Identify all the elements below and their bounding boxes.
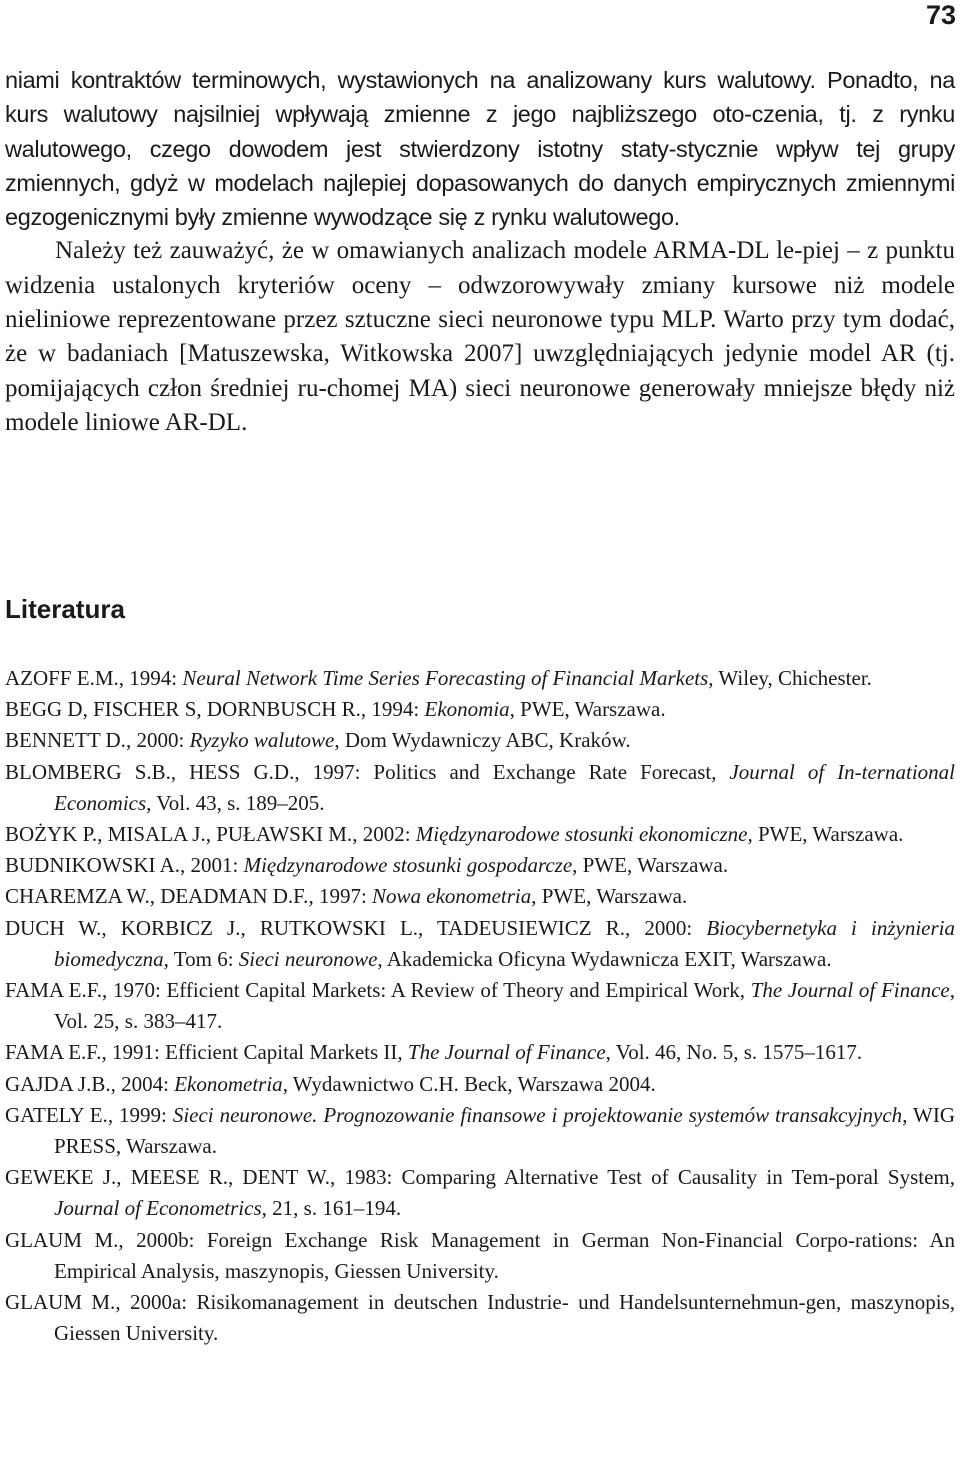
reference-details: , PWE, Warszawa. bbox=[747, 822, 904, 847]
reference-title: Sieci neuronowe bbox=[238, 946, 378, 971]
reference-author: FAMA E.F. bbox=[5, 978, 102, 1003]
reference-details: , PWE, Warszawa. bbox=[572, 853, 729, 878]
section-heading-literatura: Literatura bbox=[5, 594, 125, 624]
paragraph-1: niami kontraktów terminowych, wystawionych na analizowany kurs walutowy. Ponadto, na kurs walutowy najsilniej wpływają zmienne z jego najbliższego oto-czenia, tj. z rynku walutowego, czego dowodem jest stwierdzony istotny staty-stycznie wpływ tej grupy zmiennych, gdyż w modelach najlepiej dopasowanych do danych empirycznych zmiennymi egzogenicznymi były zmienne wywodzące się z rynku walutowego. bbox=[5, 67, 955, 231]
reference-author: GEWEKE J., MEESE R., DENT W. bbox=[5, 1165, 331, 1190]
reference-author: AZOFF E.M. bbox=[5, 666, 119, 690]
reference-author: BUDNIKOWSKI A. bbox=[5, 853, 180, 878]
reference-title: Neural Network Time Series Forecasting of Financial Markets bbox=[182, 666, 709, 690]
reference-item bbox=[5, 757, 955, 819]
reference-details: , 1983: Comparing Alternative Test of Causality in Tem-poral System, bbox=[330, 1165, 955, 1190]
reference-item bbox=[5, 1037, 955, 1068]
reference-item bbox=[5, 725, 955, 756]
reference-details: , Wydawnictwo C.H. Beck, Warszawa 2004. bbox=[282, 1071, 656, 1096]
reference-author: DUCH W., KORBICZ J., RUTKOWSKI L., TADEUSIEWICZ R. bbox=[5, 915, 626, 940]
reference-title: Międzynarodowe stosunki ekonomiczne bbox=[415, 822, 748, 847]
reference-details: , 2001: bbox=[180, 853, 244, 878]
reference-item bbox=[5, 663, 955, 694]
reference-title: Międzynarodowe stosunki gospodarcze bbox=[243, 853, 573, 878]
reference-details: , 1999: bbox=[107, 1102, 173, 1127]
reference-author: GATELY E. bbox=[5, 1102, 108, 1127]
reference-title: Journal of Econometrics bbox=[54, 1196, 262, 1221]
reference-details: , Akademicka Oficyna Wydawnicza EXIT, Warszawa. bbox=[377, 946, 832, 971]
reference-details: , 1997: bbox=[308, 884, 373, 909]
reference-title: The Journal of Finance bbox=[407, 1040, 606, 1065]
reference-title: Biocybernetyka i inżynieria biomedyczna bbox=[54, 915, 955, 971]
reference-details: , 2000: bbox=[125, 728, 190, 753]
reference-details: , 1970: Efficient Capital Markets: A Review of Theory and Empirical Work, bbox=[102, 978, 751, 1003]
reference-author: BENNETT D. bbox=[5, 728, 126, 753]
reference-details: , 2000b: Foreign Exchange Risk Management in German Non-Financial Corpo-rations: An Empirical Analysis, maszynopis, Giessen University. bbox=[54, 1227, 955, 1283]
reference-details: , PWE, Warszawa. bbox=[531, 884, 688, 909]
reference-details: , 2004: bbox=[110, 1071, 175, 1096]
reference-item bbox=[5, 1069, 955, 1100]
reference-author: BLOMBERG S.B., HESS G.D. bbox=[5, 759, 295, 784]
reference-details: , 21, s. 161–194. bbox=[261, 1196, 402, 1221]
reference-item bbox=[5, 1287, 955, 1349]
reference-details: , Vol. 46, No. 5, s. 1575–1617. bbox=[605, 1040, 863, 1065]
reference-item bbox=[5, 1225, 955, 1287]
reference-author: GAJDA J.B. bbox=[5, 1071, 111, 1096]
reference-author: FAMA E.F. bbox=[5, 1040, 102, 1065]
paragraph-2: Należy też zauważyć, że w omawianych analizach modele ARMA-DL le-piej – z punktu widzenia ustalonych kryteriów oceny – odwzorowywały zmiany kursowe niż modele nieliniowe reprezentowane przez sztuczne sieci neuronowe typu MLP. Warto przy tym dodać, że w badaniach [Matuszewska, Witkowska 2007] uwzględniających jedynie model AR (tj. pomijających człon średniej ru-chomej MA) sieci neuronowe generowały mniejsze błędy niż modele liniowe AR-DL. bbox=[5, 237, 955, 436]
body-text bbox=[5, 63, 955, 440]
reference-author: BOŻYK P., MISALA J., PUŁAWSKI M. bbox=[5, 822, 353, 847]
reference-details: , 1991: Efficient Capital Markets II, bbox=[101, 1040, 408, 1065]
reference-item bbox=[5, 819, 955, 850]
reference-details: , Vol. 25, s. 383–417. bbox=[54, 978, 956, 1034]
reference-item bbox=[5, 881, 955, 912]
reference-details: , PWE, Warszawa. bbox=[509, 697, 666, 722]
reference-details: , 1994: bbox=[118, 666, 183, 690]
reference-details: , WIG PRESS, Warszawa. bbox=[54, 1102, 955, 1159]
reference-title: Ryzyko walutowe bbox=[189, 728, 335, 753]
reference-details: , Vol. 43, s. 189–205. bbox=[146, 790, 325, 815]
reference-title: Sieci neuronowe. Prognozowanie finansowe i projektowanie systemów transakcyjnych bbox=[172, 1102, 903, 1127]
reference-details: , Tom 6: bbox=[163, 946, 239, 971]
reference-author: CHAREMZA W., DEADMAN D.F. bbox=[5, 884, 309, 909]
reference-details: , 1997: Politics and Exchange Rate Forecast, bbox=[294, 759, 730, 784]
reference-author: BEGG D, FISCHER S, DORNBUSCH R. bbox=[5, 697, 361, 722]
reference-item bbox=[5, 694, 955, 725]
page-number: 73 bbox=[925, 0, 956, 30]
reference-details: , Dom Wydawniczy ABC, Kraków. bbox=[334, 728, 631, 753]
reference-list bbox=[5, 663, 955, 1349]
reference-title: The Journal of Finance bbox=[750, 978, 950, 1003]
reference-item bbox=[5, 913, 955, 975]
reference-details: , 2000a: Risikomanagement in deutschen Industrie- und Handelsunternehmun-gen, maszynopis, Giessen University. bbox=[54, 1290, 955, 1346]
reference-title: Journal of In-ternational Economics bbox=[54, 759, 955, 815]
reference-author: GLAUM M. bbox=[5, 1227, 119, 1252]
reference-title: Ekonometria bbox=[174, 1071, 283, 1096]
reference-title: Ekonomia bbox=[424, 697, 510, 722]
reference-details: , 1994: bbox=[360, 697, 425, 722]
reference-details: , Wiley, Chichester. bbox=[708, 666, 872, 690]
reference-title: Nowa ekonometria bbox=[372, 884, 532, 909]
reference-item bbox=[5, 850, 955, 881]
reference-details: , 2000: bbox=[625, 915, 707, 940]
reference-author: GLAUM M. bbox=[5, 1290, 116, 1315]
reference-item bbox=[5, 975, 955, 1037]
reference-item bbox=[5, 1162, 955, 1224]
reference-details: , 2002: bbox=[352, 822, 416, 847]
reference-item bbox=[5, 1100, 955, 1162]
